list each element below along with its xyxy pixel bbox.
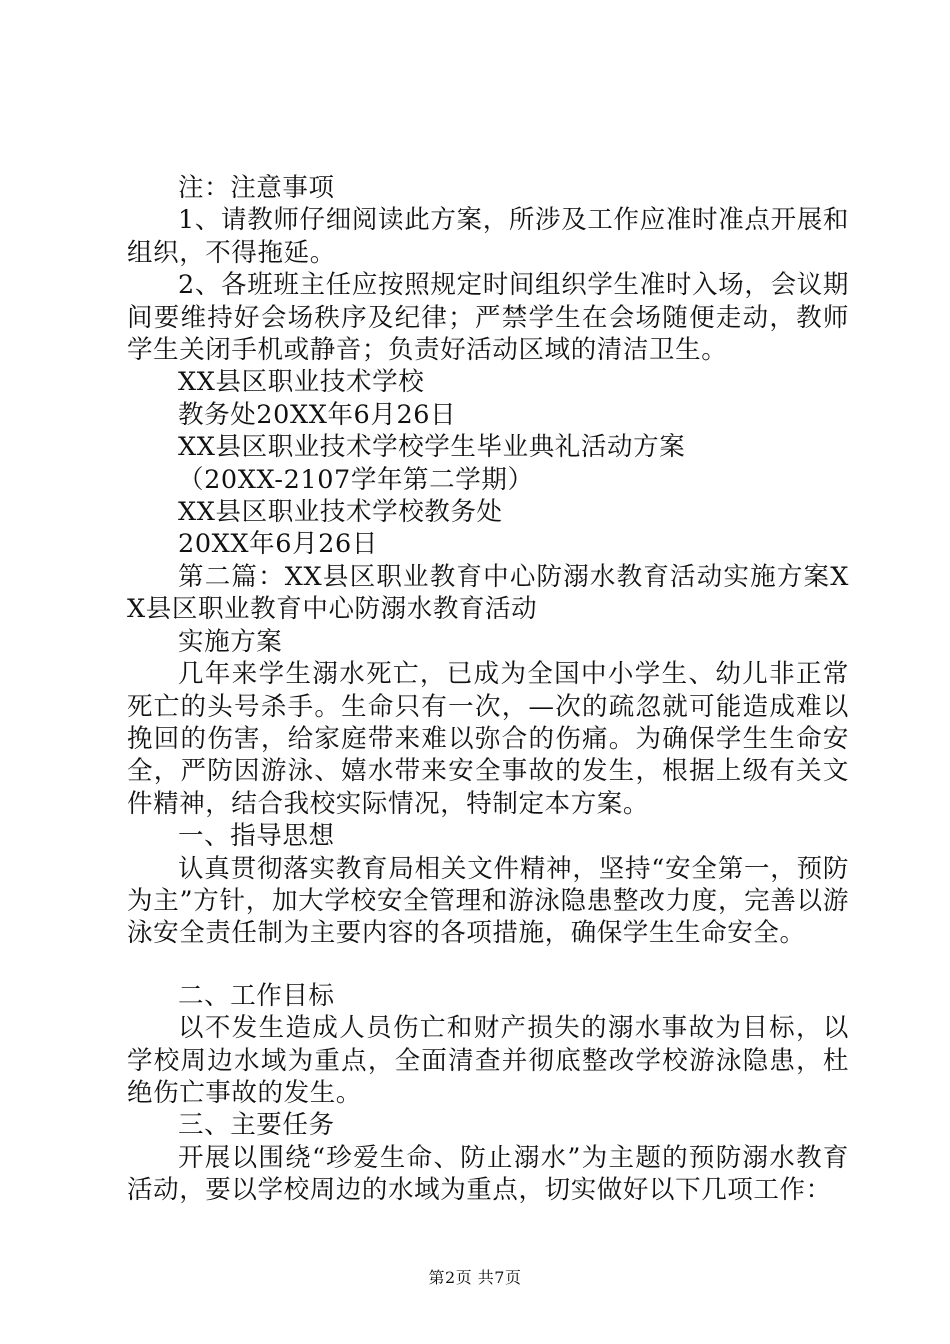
intro-paragraph: 几年来学生溺水死亡，已成为全国中小学生、幼儿非正常死亡的头号杀手。生命只有一次，—次的疏忽就可能造成难以挽回的伤害，给家庭带来难以弥合的伤痛。为确保学生生命安全，严防因游泳、嬉水带来安全事故的发生，根据上级有关文件精神，结合我校实际情况，特制定本方案。 — [127, 659, 849, 819]
plan-issuer: XX县区职业技术学校教务处 — [178, 497, 503, 528]
chapter-two-title: 第二篇：XX县区职业教育中心防溺水教育活动实施方案XX县区职业教育中心防溺水教育活动 — [127, 561, 849, 625]
document-body — [127, 172, 849, 1207]
main-tasks-paragraph: 开展以围绕“珍爱生命、防止溺水”为主题的预防溺水教育活动，要以学校周边的水域为重点，切实做好以下几项工作： — [127, 1142, 849, 1206]
guiding-ideology-paragraph: 认真贯彻落实教育局相关文件精神，坚持“安全第一，预防为主”方针，加大学校安全管理和游泳隐患整改力度，完善以游泳安全责任制为主要内容的各项措施，确保学生生命安全。 — [127, 853, 849, 949]
paragraph-gap — [127, 950, 849, 980]
plan-title: XX县区职业技术学校学生毕业典礼活动方案 — [178, 432, 686, 463]
chapter-two-subtitle: 实施方案 — [178, 626, 283, 657]
notes-heading: 注：注意事项 — [178, 173, 335, 203]
note-item-1: 1、请教师仔细阅读此方案，所涉及工作应准时准点开展和组织，不得拖延。 — [127, 205, 849, 268]
page-number-footer: 第2页 共7页 — [428, 1268, 522, 1287]
signature-school: XX县区职业技术学校 — [178, 367, 425, 398]
note-item-2: 2、各班班主任应按照规定时间组织学生准时入场，会议期间要维持好会场秩序及纪律；严禁学生在会场随便走动，教师学生关闭手机或静音；负责好活动区域的清洁卫生。 — [127, 270, 849, 366]
plan-date: 20XX年6月26日 — [178, 529, 378, 560]
section-heading-guiding-ideology: 一、指导思想 — [178, 821, 335, 852]
section-heading-main-tasks: 三、主要任务 — [178, 1110, 335, 1141]
signature-office-date: 教务处20XX年6月26日 — [178, 399, 457, 430]
plan-term: （20XX-2107学年第二学期） — [178, 464, 534, 495]
work-goal-paragraph: 以不发生造成人员伤亡和财产损失的溺水事故为目标，以学校周边水域为重点，全面清查并彻底整改学校游泳隐患，杜绝伤亡事故的发生。 — [127, 1013, 849, 1108]
section-heading-work-goal: 二、工作目标 — [178, 980, 335, 1011]
